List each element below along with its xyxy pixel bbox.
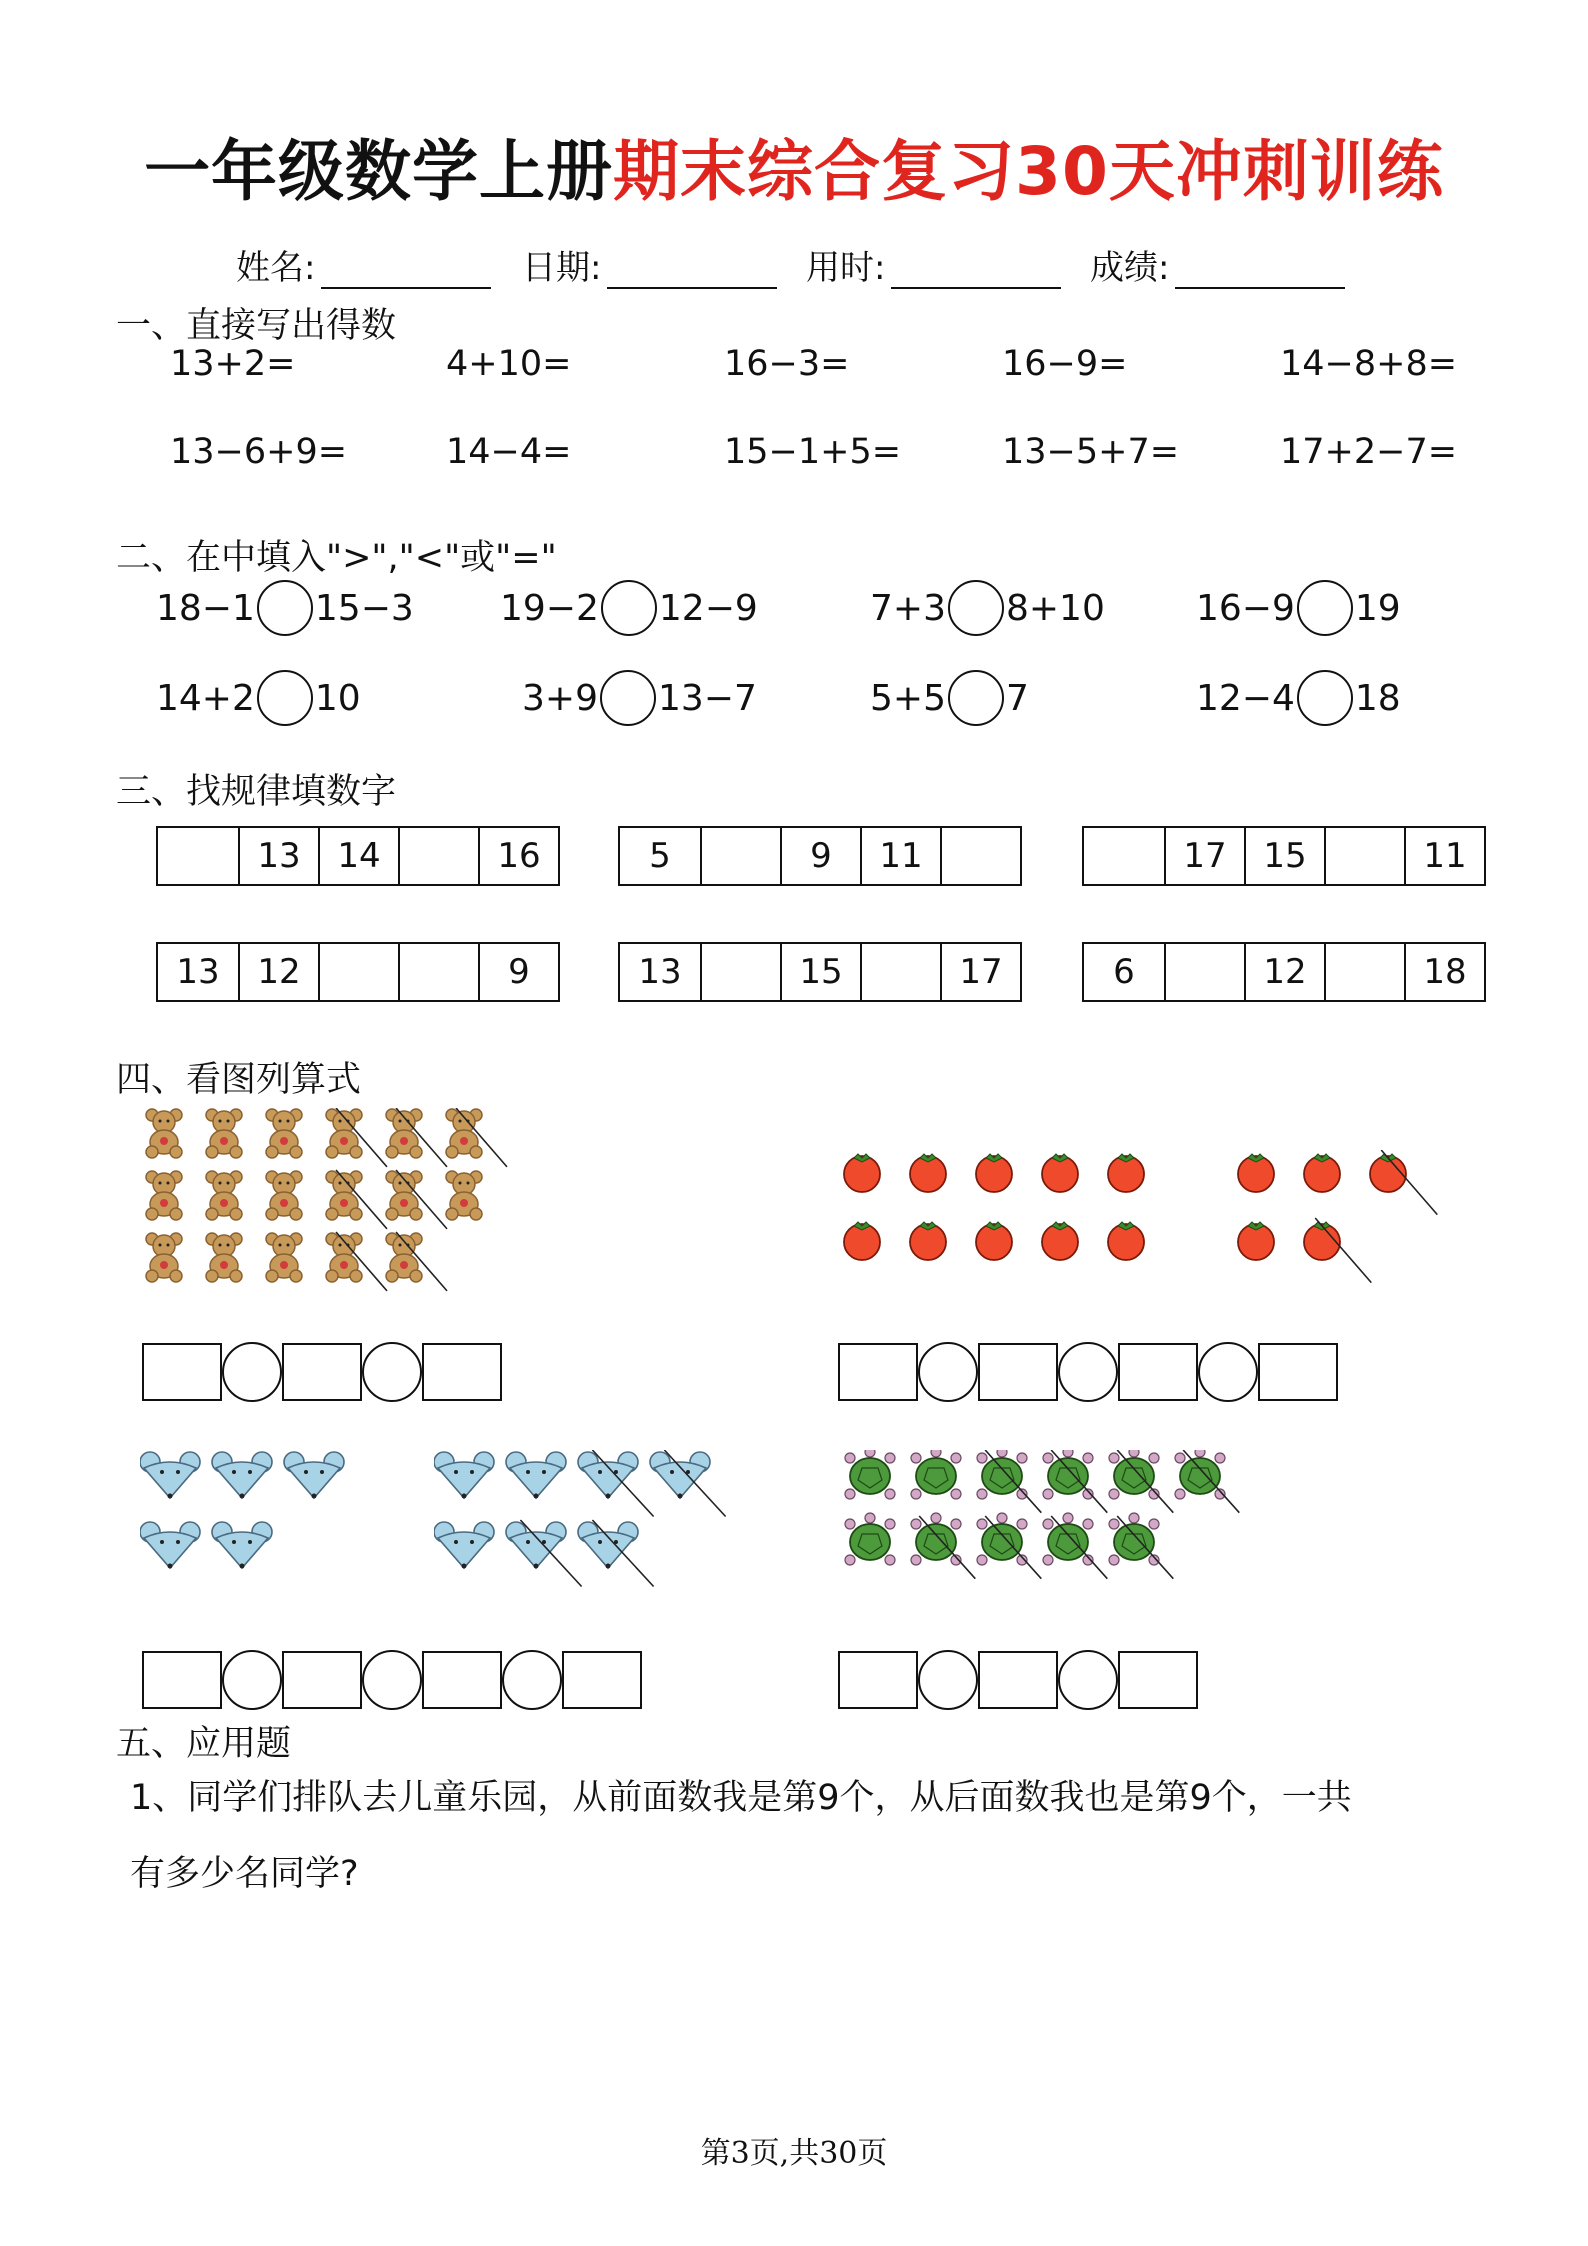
date-field[interactable] bbox=[522, 240, 777, 289]
comparison-right: 13−7 bbox=[657, 677, 757, 719]
comparison-problem bbox=[156, 580, 414, 636]
mouse-picture bbox=[506, 1452, 566, 1499]
comparison-problem bbox=[870, 670, 1029, 726]
tomato-picture bbox=[910, 1222, 946, 1260]
section-4-heading: 四、看图列算式 bbox=[116, 1060, 362, 1100]
mouse-picture bbox=[434, 1522, 494, 1569]
arithmetic-problem: 17+2−7= bbox=[1280, 432, 1458, 472]
sequence-row bbox=[156, 826, 560, 886]
bear-picture bbox=[266, 1109, 302, 1158]
mouse-group bbox=[434, 1450, 732, 1600]
mouse-picture bbox=[140, 1452, 200, 1499]
comparison-right: 18 bbox=[1354, 677, 1401, 719]
page-footer: 第3页,共30页 bbox=[700, 2136, 888, 2171]
answer-box[interactable] bbox=[978, 1651, 1058, 1709]
tomato-picture bbox=[844, 1222, 880, 1260]
equation-answer-row bbox=[142, 1650, 642, 1710]
equation-answer-row bbox=[838, 1342, 1338, 1402]
answer-circle[interactable] bbox=[257, 670, 313, 726]
operator-circle[interactable] bbox=[362, 1650, 422, 1710]
turtle-group bbox=[840, 1450, 1246, 1592]
arithmetic-problem: 14−8+8= bbox=[1280, 344, 1458, 384]
answer-box[interactable] bbox=[422, 1651, 502, 1709]
arithmetic-problem: 15−1+5= bbox=[724, 432, 902, 472]
comparison-left: 12−4 bbox=[1196, 677, 1295, 719]
time-field[interactable] bbox=[806, 240, 1061, 289]
sequence-number: 13 bbox=[238, 828, 318, 884]
sequence-number: 17 bbox=[940, 944, 1020, 1000]
score-blank[interactable] bbox=[1175, 253, 1345, 289]
turtle-picture bbox=[1109, 1450, 1173, 1513]
sequence-blank[interactable] bbox=[398, 828, 478, 884]
arithmetic-problem: 16−3= bbox=[724, 344, 850, 384]
operator-circle[interactable] bbox=[502, 1650, 562, 1710]
bear-picture bbox=[206, 1109, 242, 1158]
comparison-left: 7+3 bbox=[870, 587, 946, 629]
comparison-right: 12−9 bbox=[658, 587, 758, 629]
sequence-number: 6 bbox=[1113, 952, 1135, 992]
bear-picture bbox=[146, 1171, 182, 1220]
answer-box[interactable] bbox=[422, 1343, 502, 1401]
bear-picture bbox=[326, 1232, 387, 1291]
page-title bbox=[0, 118, 1588, 213]
bear-picture bbox=[266, 1233, 302, 1282]
sequence-number: 16 bbox=[478, 828, 558, 884]
sequence-blank[interactable] bbox=[1164, 944, 1244, 1000]
mouse-picture bbox=[506, 1520, 582, 1587]
operator-circle[interactable] bbox=[1058, 1342, 1118, 1402]
mouse-picture bbox=[434, 1452, 494, 1499]
sequence-blank[interactable] bbox=[158, 828, 238, 884]
answer-circle[interactable] bbox=[601, 580, 657, 636]
question-1-line-1: 1、同学们排队去儿童乐园，从前面数我是第9个，从后面数我也是第9个，一共 bbox=[130, 1778, 1352, 1818]
sequence-number: 11 bbox=[860, 828, 940, 884]
answer-box[interactable] bbox=[142, 1651, 222, 1709]
comparison-left: 16−9 bbox=[1196, 587, 1295, 629]
comparison-left: 14+2 bbox=[156, 677, 255, 719]
turtle-picture bbox=[1043, 1513, 1107, 1579]
tomato-picture bbox=[976, 1154, 1012, 1192]
tomato-picture bbox=[1370, 1150, 1437, 1215]
tomato-picture bbox=[1238, 1154, 1274, 1192]
name-blank[interactable] bbox=[321, 253, 491, 289]
section-1-heading: 一、直接写出得数 bbox=[116, 306, 397, 346]
operator-circle[interactable] bbox=[362, 1342, 422, 1402]
arithmetic-problem: 13−6+9= bbox=[170, 432, 348, 472]
sequence-number: 13 bbox=[176, 952, 220, 992]
equation-answer-row bbox=[142, 1342, 502, 1402]
sequence-blank[interactable] bbox=[1324, 828, 1404, 884]
comparison-problem bbox=[500, 580, 758, 636]
turtle-picture bbox=[1109, 1513, 1173, 1579]
tomato-picture bbox=[1108, 1154, 1144, 1192]
sequence-number: 5 bbox=[649, 836, 671, 876]
mouse-picture bbox=[284, 1452, 344, 1499]
tomato-picture bbox=[976, 1222, 1012, 1260]
sequence-blank[interactable] bbox=[1084, 828, 1164, 884]
sequence-blank[interactable] bbox=[860, 944, 940, 1000]
comparison-right: 19 bbox=[1354, 587, 1401, 629]
sequence-number: 12 bbox=[238, 944, 318, 1000]
bear-picture bbox=[386, 1170, 447, 1229]
turtle-picture bbox=[977, 1450, 1041, 1513]
answer-box[interactable] bbox=[838, 1651, 918, 1709]
answer-circle[interactable] bbox=[1297, 670, 1353, 726]
bear-picture bbox=[146, 1233, 182, 1282]
section-2-heading: 二、在中填入">","<"或"=" bbox=[116, 538, 557, 578]
operator-circle[interactable] bbox=[222, 1342, 282, 1402]
bear-picture bbox=[206, 1171, 242, 1220]
name-field[interactable] bbox=[236, 240, 491, 289]
turtle-picture bbox=[845, 1513, 895, 1565]
sequence-blank[interactable] bbox=[700, 828, 780, 884]
date-blank[interactable] bbox=[607, 253, 777, 289]
comparison-problem bbox=[870, 580, 1105, 636]
mouse-picture bbox=[212, 1522, 272, 1569]
operator-circle[interactable] bbox=[918, 1342, 978, 1402]
sequence-blank[interactable] bbox=[318, 944, 398, 1000]
bear-picture bbox=[446, 1171, 482, 1220]
arithmetic-problem: 4+10= bbox=[446, 344, 572, 384]
comparison-right: 15−3 bbox=[314, 587, 414, 629]
equation-answer-row bbox=[838, 1650, 1198, 1710]
tomato-picture bbox=[844, 1154, 880, 1192]
sequence-number: 18 bbox=[1404, 944, 1484, 1000]
time-label: 用时: bbox=[806, 248, 886, 288]
sequence-blank[interactable] bbox=[398, 944, 478, 1000]
bear-picture bbox=[326, 1170, 387, 1229]
sequence-row bbox=[618, 942, 1022, 1002]
sequence-blank[interactable] bbox=[940, 828, 1020, 884]
answer-box[interactable] bbox=[1118, 1651, 1198, 1709]
comparison-left: 5+5 bbox=[870, 677, 946, 719]
answer-box[interactable] bbox=[1258, 1343, 1338, 1401]
bear-picture bbox=[386, 1232, 447, 1291]
mouse-picture bbox=[212, 1452, 272, 1499]
sequence-number: 11 bbox=[1404, 828, 1484, 884]
tomato-picture bbox=[1042, 1222, 1078, 1260]
sequence-number: 15 bbox=[780, 944, 860, 1000]
bear-group bbox=[144, 1108, 514, 1304]
tomato-picture bbox=[1304, 1218, 1371, 1283]
mouse-picture bbox=[578, 1450, 654, 1517]
date-label: 日期: bbox=[522, 248, 602, 288]
bear-picture bbox=[326, 1108, 387, 1167]
mouse-picture bbox=[578, 1520, 654, 1587]
comparison-right: 8+10 bbox=[1005, 587, 1105, 629]
title-red: 期末综合复习30天冲刺训练 bbox=[613, 133, 1444, 210]
comparison-left: 19−2 bbox=[500, 587, 599, 629]
answer-circle[interactable] bbox=[600, 670, 656, 726]
comparison-problem bbox=[1196, 580, 1401, 636]
sequence-number: 9 bbox=[478, 944, 558, 1000]
comparison-problem bbox=[1196, 670, 1401, 726]
operator-circle[interactable] bbox=[918, 1650, 978, 1710]
turtle-picture bbox=[911, 1450, 961, 1499]
answer-box[interactable] bbox=[1118, 1343, 1198, 1401]
turtle-picture bbox=[1175, 1450, 1239, 1513]
sequence-number: 9 bbox=[780, 828, 860, 884]
tomato-picture bbox=[1108, 1222, 1144, 1260]
sequence-number: 17 bbox=[1164, 828, 1244, 884]
bear-picture bbox=[386, 1108, 447, 1167]
comparison-problem bbox=[522, 670, 757, 726]
operator-circle[interactable] bbox=[1058, 1650, 1118, 1710]
section-3-heading: 三、找规律填数字 bbox=[116, 772, 397, 812]
answer-box[interactable] bbox=[282, 1651, 362, 1709]
tomato-picture bbox=[1238, 1222, 1274, 1260]
sequence-number: 13 bbox=[638, 952, 682, 992]
tomato-group bbox=[842, 1150, 1182, 1296]
operator-circle[interactable] bbox=[222, 1650, 282, 1710]
answer-circle[interactable] bbox=[1297, 580, 1353, 636]
comparison-right: 10 bbox=[314, 677, 361, 719]
comparison-left: 18−1 bbox=[156, 587, 255, 629]
turtle-picture bbox=[911, 1513, 975, 1579]
sequence-row bbox=[1082, 826, 1486, 886]
comparison-right: 7 bbox=[1005, 677, 1029, 719]
score-label: 成绩: bbox=[1090, 248, 1170, 288]
section-5-heading: 五、应用题 bbox=[116, 1724, 292, 1764]
turtle-picture bbox=[977, 1513, 1041, 1579]
comparison-problem bbox=[156, 670, 361, 726]
title-black: 一年级数学上册 bbox=[144, 133, 614, 210]
time-blank[interactable] bbox=[891, 253, 1061, 289]
sequence-row bbox=[156, 942, 560, 1002]
answer-circle[interactable] bbox=[948, 580, 1004, 636]
answer-circle[interactable] bbox=[948, 670, 1004, 726]
mouse-group bbox=[140, 1450, 366, 1600]
tomato-picture bbox=[1304, 1154, 1340, 1192]
sequence-row bbox=[618, 826, 1022, 886]
answer-box[interactable] bbox=[978, 1343, 1058, 1401]
bear-picture bbox=[266, 1171, 302, 1220]
score-field[interactable] bbox=[1090, 240, 1345, 289]
answer-box[interactable] bbox=[142, 1343, 222, 1401]
sequence-number: 15 bbox=[1244, 828, 1324, 884]
sequence-number: 12 bbox=[1244, 944, 1324, 1000]
comparison-left: 3+9 bbox=[522, 677, 598, 719]
mouse-picture bbox=[650, 1450, 726, 1517]
arithmetic-problem: 16−9= bbox=[1002, 344, 1128, 384]
sequence-number: 14 bbox=[318, 828, 398, 884]
sequence-row bbox=[1082, 942, 1486, 1002]
bear-picture bbox=[146, 1109, 182, 1158]
sequence-blank[interactable] bbox=[1324, 944, 1404, 1000]
answer-box[interactable] bbox=[838, 1343, 918, 1401]
name-label: 姓名: bbox=[236, 248, 316, 288]
answer-box[interactable] bbox=[282, 1343, 362, 1401]
arithmetic-problem: 14−4= bbox=[446, 432, 572, 472]
answer-circle[interactable] bbox=[257, 580, 313, 636]
answer-box[interactable] bbox=[562, 1651, 642, 1709]
question-1-line-2: 有多少名同学? bbox=[130, 1854, 359, 1894]
bear-picture bbox=[206, 1233, 242, 1282]
tomato-picture bbox=[1042, 1154, 1078, 1192]
turtle-picture bbox=[1043, 1450, 1107, 1513]
sequence-blank[interactable] bbox=[700, 944, 780, 1000]
arithmetic-problem: 13−5+7= bbox=[1002, 432, 1180, 472]
tomato-picture bbox=[910, 1154, 946, 1192]
operator-circle[interactable] bbox=[1198, 1342, 1258, 1402]
arithmetic-problem: 13+2= bbox=[170, 344, 296, 384]
mouse-picture bbox=[140, 1522, 200, 1569]
bear-picture bbox=[446, 1108, 507, 1167]
tomato-group bbox=[1236, 1150, 1444, 1296]
turtle-picture bbox=[845, 1450, 895, 1499]
